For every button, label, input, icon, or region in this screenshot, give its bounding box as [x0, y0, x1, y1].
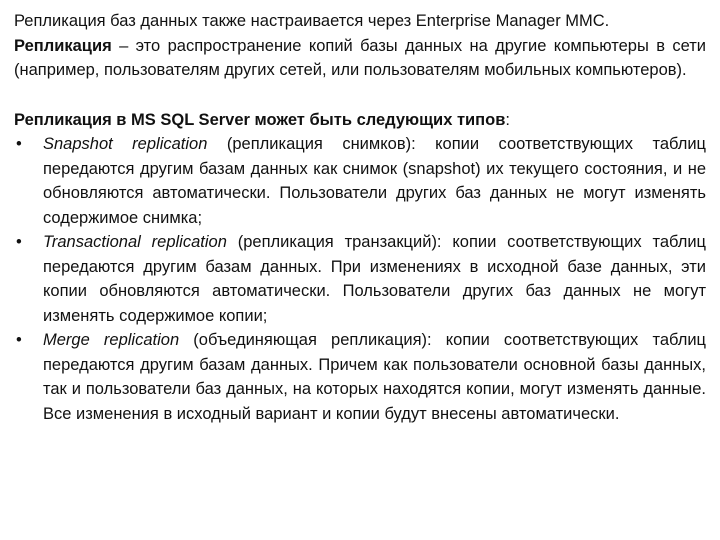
replication-type-name: Transactional replication — [43, 233, 227, 251]
replication-definition: – это распространение копий базы данных на другие компьютеры в сети (например, пользователям других сетей, или пользователям мобильных компьютеров). — [14, 36, 706, 79]
replication-type-description: (объединяющая репликация): копии соответствующих таблиц передаются другим базам данных. Причем как пользователи основной базы данных, так и пользователи баз данных, на которых находятся копии, могут изменять данные. Все изменения в исходный вариант и копии будут внесены автоматически. — [43, 331, 706, 423]
replication-type-name: Merge replication — [43, 331, 180, 349]
replication-type-name: Snapshot replication — [43, 135, 208, 153]
replication-term: Репликация — [14, 36, 112, 55]
bullet-icon: • — [16, 233, 22, 251]
replication-types-list — [14, 132, 706, 426]
replication-type-description: (репликация снимков): копии соответствующих таблиц передаются другим базам данных как снимок (snapshot) их текущего состояния, и не обновляются автоматически. Пользователи других баз данных не могут изменять содержимое снимка; — [43, 135, 707, 227]
types-heading-text: Репликация в MS SQL Server может быть следующих типов — [14, 110, 506, 129]
intro-line-1: Репликация баз данных также настраивается через Enterprise Manager MMC. — [14, 12, 610, 30]
types-heading — [14, 108, 706, 133]
types-heading-colon: : — [505, 110, 510, 129]
intro-paragraph — [14, 9, 706, 83]
replication-type-description: (репликация транзакций): копии соответствующих таблиц передаются другим базам данных. При изменениях в исходной базе данных, эти копии обновляются автоматически. Пользователи других баз данных не могут изменять содержимое копии; — [43, 233, 707, 325]
bullet-icon: • — [16, 135, 22, 153]
list-item-snapshot — [14, 132, 706, 230]
bullet-icon: • — [16, 331, 22, 349]
list-item-transactional — [14, 230, 706, 328]
list-item-merge — [14, 328, 706, 426]
